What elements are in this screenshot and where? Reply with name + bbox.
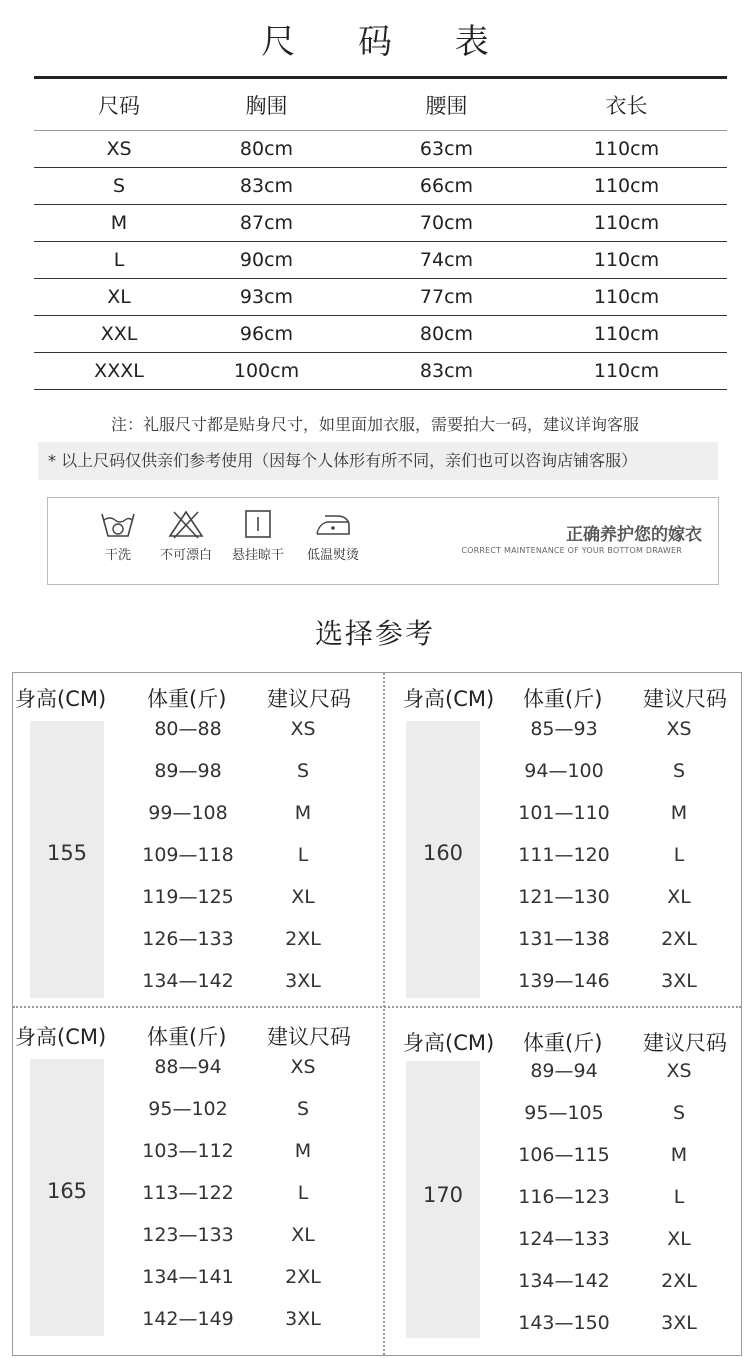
no-bleach-icon xyxy=(166,508,206,540)
weight-range: 103—112 xyxy=(142,1140,234,1162)
suggested-size: 2XL xyxy=(285,1266,321,1288)
height-value: 165 xyxy=(46,1179,88,1203)
suggested-size: M xyxy=(670,1144,688,1166)
suggested-size: 3XL xyxy=(661,970,697,992)
cell-bust: 87cm xyxy=(239,212,294,234)
cell-length: 110cm xyxy=(593,286,660,308)
cell-bust: 93cm xyxy=(239,286,294,308)
suggested-size: 3XL xyxy=(285,1308,321,1330)
weight-range: 134—141 xyxy=(142,1266,234,1288)
reference-panel xyxy=(12,672,742,1356)
weight-range: 126—133 xyxy=(142,928,234,950)
cell-size: L xyxy=(113,249,125,271)
care-subtitle: CORRECT MAINTENANCE OF YOUR BOTTOM DRAWER xyxy=(461,546,682,555)
suggested-size: M xyxy=(294,1140,312,1162)
list-item xyxy=(13,1182,373,1222)
header-height: 身高(CM) xyxy=(403,687,495,711)
list-item xyxy=(13,1098,373,1138)
list-item xyxy=(13,970,373,1010)
cell-waist: 83cm xyxy=(419,360,474,382)
cell-bust: 100cm xyxy=(233,360,300,382)
weight-range: 94—100 xyxy=(524,760,604,782)
care-label: 干洗 xyxy=(104,548,131,563)
title-rule xyxy=(34,76,727,79)
table-row xyxy=(34,205,727,242)
list-item xyxy=(389,1102,749,1142)
cell-bust: 80cm xyxy=(239,138,294,160)
weight-range: 116—123 xyxy=(518,1186,610,1208)
header-length: 衣长 xyxy=(605,94,648,118)
suggested-size: 2XL xyxy=(661,928,697,950)
weight-range: 134—142 xyxy=(142,970,234,992)
cell-size: XL xyxy=(107,286,131,308)
cell-length: 110cm xyxy=(593,175,660,197)
cell-size: M xyxy=(110,212,128,234)
cell-size: XXL xyxy=(100,323,138,345)
list-item xyxy=(389,1144,749,1184)
cell-length: 110cm xyxy=(593,249,660,271)
header-weight: 体重(斤) xyxy=(147,1025,227,1049)
suggested-size: 2XL xyxy=(661,1270,697,1292)
list-item xyxy=(389,760,749,800)
cell-waist: 74cm xyxy=(419,249,474,271)
height-value: 155 xyxy=(46,841,88,865)
header-weight: 体重(斤) xyxy=(523,687,603,711)
list-item xyxy=(389,1312,749,1352)
table-row xyxy=(34,316,727,353)
reference-disclaimer: * 以上尺码仅供亲们参考使用（因每个人体形有所不同，亲们也可以咨询店铺客服） xyxy=(38,442,718,480)
suggested-size: L xyxy=(673,1186,685,1208)
suggested-size: S xyxy=(296,1098,310,1120)
weight-range: 134—142 xyxy=(518,1270,610,1292)
table-row xyxy=(34,131,727,168)
weight-range: 88—94 xyxy=(154,1056,222,1078)
list-item xyxy=(13,1266,373,1306)
suggested-size: 3XL xyxy=(661,1312,697,1334)
weight-range: 95—105 xyxy=(524,1102,604,1124)
weight-range: 89—94 xyxy=(530,1060,598,1082)
weight-range: 113—122 xyxy=(142,1182,234,1204)
height-value: 170 xyxy=(422,1183,464,1207)
header-bust: 胸围 xyxy=(245,94,288,118)
header-size: 建议尺码 xyxy=(267,1025,351,1049)
cell-size: XXXL xyxy=(94,360,144,382)
weight-range: 99—108 xyxy=(148,802,228,824)
header-height: 身高(CM) xyxy=(403,1031,495,1055)
cell-bust: 96cm xyxy=(239,323,294,345)
list-item xyxy=(389,1228,749,1268)
weight-range: 95—102 xyxy=(148,1098,228,1120)
suggested-size: L xyxy=(297,1182,309,1204)
suggested-size: S xyxy=(672,1102,686,1124)
cell-length: 110cm xyxy=(593,138,660,160)
size-chart-title: 尺 码 表 xyxy=(261,22,515,62)
cell-length: 110cm xyxy=(593,360,660,382)
list-item xyxy=(13,886,373,926)
cell-waist: 80cm xyxy=(419,323,474,345)
suggested-size: M xyxy=(294,802,312,824)
cell-length: 110cm xyxy=(593,323,660,345)
reference-title: 选择参考 xyxy=(314,617,435,650)
weight-range: 111—120 xyxy=(518,844,610,866)
table-row xyxy=(34,353,727,390)
suggested-size: S xyxy=(296,760,310,782)
weight-range: 119—125 xyxy=(142,886,234,908)
reference-group-160 xyxy=(389,673,749,1009)
list-item xyxy=(389,1060,749,1100)
header-weight: 体重(斤) xyxy=(523,1031,603,1055)
cell-waist: 70cm xyxy=(419,212,474,234)
weight-range: 106—115 xyxy=(518,1144,610,1166)
suggested-size: XS xyxy=(666,718,692,740)
list-item xyxy=(13,1140,373,1180)
list-item xyxy=(389,886,749,926)
list-item xyxy=(13,844,373,884)
list-item xyxy=(389,928,749,968)
list-item xyxy=(389,802,749,842)
suggested-size: XL xyxy=(291,1224,315,1246)
cell-length: 110cm xyxy=(593,212,660,234)
suggested-size: XL xyxy=(667,1228,691,1250)
list-item xyxy=(389,1270,749,1310)
low-iron-icon xyxy=(311,508,355,540)
cell-bust: 83cm xyxy=(239,175,294,197)
list-item xyxy=(13,928,373,968)
dry-clean-icon xyxy=(98,508,138,540)
table-row xyxy=(34,168,727,205)
weight-range: 124—133 xyxy=(518,1228,610,1250)
list-item xyxy=(13,718,373,758)
weight-range: 139—146 xyxy=(518,970,610,992)
suggested-size: XS xyxy=(290,1056,316,1078)
care-label: 不可漂白 xyxy=(159,548,212,563)
header-height: 身高(CM) xyxy=(15,687,107,711)
suggested-size: XL xyxy=(667,886,691,908)
suggested-size: 3XL xyxy=(285,970,321,992)
cell-size: S xyxy=(112,175,126,197)
weight-range: 85—93 xyxy=(530,718,598,740)
fit-note: 注：礼服尺寸都是贴身尺寸，如里面加衣服，需要拍大一码，建议详询客服 xyxy=(110,415,639,434)
care-panel xyxy=(47,497,719,585)
suggested-size: 2XL xyxy=(285,928,321,950)
size-table-header xyxy=(34,80,727,131)
header-size: 建议尺码 xyxy=(643,1031,727,1055)
weight-range: 109—118 xyxy=(142,844,234,866)
list-item xyxy=(389,1186,749,1226)
suggested-size: XS xyxy=(290,718,316,740)
cell-waist: 77cm xyxy=(419,286,474,308)
suggested-size: L xyxy=(673,844,685,866)
care-title: 正确养护您的嫁衣 xyxy=(566,525,702,545)
list-item xyxy=(13,802,373,842)
weight-range: 89—98 xyxy=(154,760,222,782)
care-item-low-iron xyxy=(293,508,373,563)
suggested-size: S xyxy=(672,760,686,782)
suggested-size: M xyxy=(670,802,688,824)
care-label: 低温熨烫 xyxy=(306,548,359,563)
vertical-divider xyxy=(383,673,385,1355)
suggested-size: XS xyxy=(666,1060,692,1082)
care-item-no-bleach xyxy=(146,508,226,563)
suggested-size: L xyxy=(297,844,309,866)
suggested-size: XL xyxy=(291,886,315,908)
size-table xyxy=(34,80,727,390)
table-row xyxy=(34,279,727,316)
cell-bust: 90cm xyxy=(239,249,294,271)
list-item xyxy=(13,1056,373,1096)
header-size: 建议尺码 xyxy=(643,687,727,711)
list-item xyxy=(389,844,749,884)
cell-waist: 66cm xyxy=(419,175,474,197)
weight-range: 80—88 xyxy=(154,718,222,740)
list-item xyxy=(13,760,373,800)
header-size: 尺码 xyxy=(98,94,140,118)
weight-range: 121—130 xyxy=(518,886,610,908)
care-label: 悬挂晾干 xyxy=(231,548,284,563)
list-item xyxy=(389,970,749,1010)
weight-range: 131—138 xyxy=(518,928,610,950)
header-weight: 体重(斤) xyxy=(147,687,227,711)
table-row xyxy=(34,242,727,279)
header-height: 身高(CM) xyxy=(15,1025,107,1049)
weight-range: 143—150 xyxy=(518,1312,610,1334)
height-value: 160 xyxy=(422,841,464,865)
reference-group-170 xyxy=(389,1013,749,1349)
reference-group-165 xyxy=(13,1011,373,1347)
list-item xyxy=(389,718,749,758)
header-size: 建议尺码 xyxy=(267,687,351,711)
header-waist: 腰围 xyxy=(425,94,468,118)
reference-group-155 xyxy=(13,673,373,1009)
hang-dry-icon xyxy=(238,508,278,540)
weight-range: 101—110 xyxy=(518,802,610,824)
care-item-hang-dry xyxy=(218,508,298,563)
list-item xyxy=(13,1308,373,1348)
cell-waist: 63cm xyxy=(419,138,474,160)
weight-range: 142—149 xyxy=(142,1308,234,1330)
list-item xyxy=(13,1224,373,1264)
cell-size: XS xyxy=(106,138,132,160)
weight-range: 123—133 xyxy=(142,1224,234,1246)
